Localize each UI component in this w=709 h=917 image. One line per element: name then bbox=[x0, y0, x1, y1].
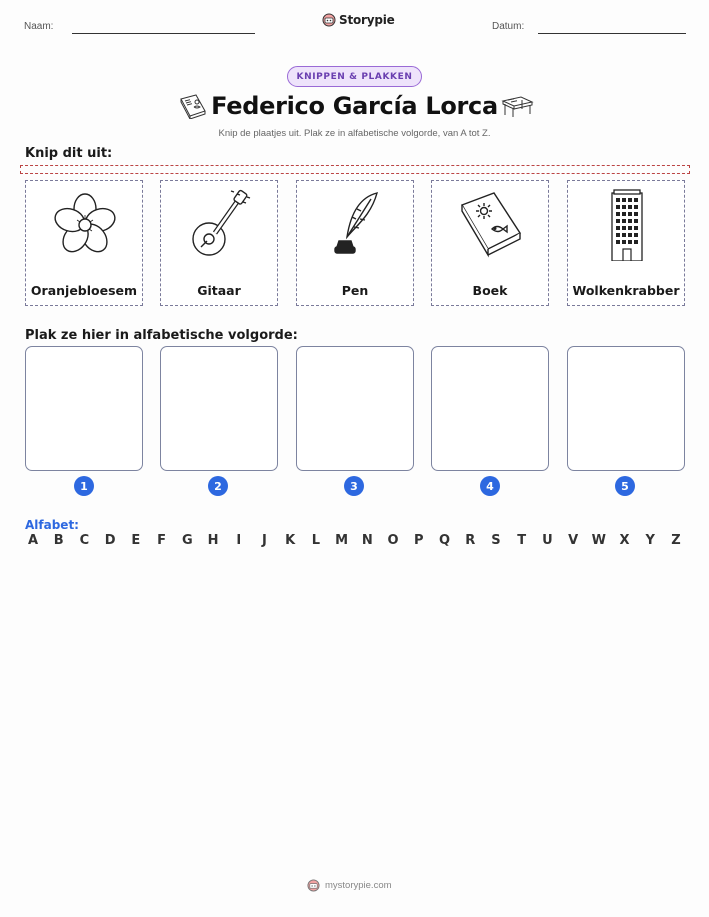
slot-number-2: 2 bbox=[208, 476, 228, 496]
date-label: Datum: bbox=[492, 21, 525, 32]
paste-slot-1[interactable] bbox=[25, 346, 143, 471]
card-label: Pen bbox=[341, 283, 369, 298]
card-label: Wolkenkrabber bbox=[572, 283, 680, 298]
guitar-icon bbox=[185, 189, 255, 261]
alphabet-letter: U bbox=[542, 533, 553, 548]
skyscraper-icon bbox=[592, 189, 662, 261]
slot-number-5: 5 bbox=[615, 476, 635, 496]
footer-url[interactable]: mystorypie.com bbox=[325, 880, 392, 891]
date-line bbox=[538, 33, 686, 34]
storypie-logo-icon bbox=[307, 879, 320, 892]
cut-card-book[interactable] bbox=[431, 180, 549, 306]
activity-badge: KNIPPEN & PLAKKEN bbox=[287, 66, 422, 87]
alphabet-letter: R bbox=[465, 533, 476, 548]
alphabet-letter: W bbox=[591, 533, 606, 548]
alphabet-label: Alfabet: bbox=[25, 518, 79, 532]
cut-card-flower[interactable] bbox=[25, 180, 143, 306]
desk-icon bbox=[500, 94, 534, 118]
cut-card-pen[interactable] bbox=[296, 180, 414, 306]
alphabet-letter: K bbox=[285, 533, 296, 548]
alphabet-letter: Y bbox=[645, 533, 655, 548]
alphabet-letter: F bbox=[157, 533, 167, 548]
alphabet-letter: C bbox=[79, 533, 90, 548]
book-icon bbox=[456, 189, 526, 261]
brand-name: Storypie bbox=[339, 13, 395, 27]
slot-number-3: 3 bbox=[344, 476, 364, 496]
page-title: Federico García Lorca bbox=[211, 92, 498, 120]
card-label: Gitaar bbox=[197, 283, 241, 298]
alphabet-letter: O bbox=[387, 533, 399, 548]
alphabet-letter: E bbox=[131, 533, 141, 548]
flower-icon bbox=[50, 189, 120, 261]
alphabet-letter: M bbox=[335, 533, 349, 548]
alphabet-letter: X bbox=[619, 533, 630, 548]
paste-slot-3[interactable] bbox=[296, 346, 414, 471]
paste-slot-5[interactable] bbox=[567, 346, 685, 471]
footer bbox=[307, 879, 392, 892]
alphabet-letter: Q bbox=[438, 533, 451, 548]
alphabet-row bbox=[25, 533, 684, 548]
alphabet-letter: P bbox=[414, 533, 424, 548]
alphabet-letter: A bbox=[27, 533, 39, 548]
card-label: Boek bbox=[472, 283, 508, 298]
quill-pen-icon bbox=[321, 189, 391, 261]
alphabet-letter: G bbox=[181, 533, 193, 548]
card-label: Oranjebloesem bbox=[30, 283, 138, 298]
alphabet-letter: Z bbox=[671, 533, 681, 548]
alphabet-letter: I bbox=[236, 533, 242, 548]
alphabet-letter: T bbox=[517, 533, 527, 548]
paste-slot-4[interactable] bbox=[431, 346, 549, 471]
paste-section-label: Plak ze hier in alfabetische volgorde: bbox=[25, 328, 298, 343]
cut-card-skyscraper[interactable] bbox=[567, 180, 685, 306]
storypie-logo-icon bbox=[322, 13, 336, 27]
alphabet-letter: L bbox=[311, 533, 321, 548]
alphabet-letter: J bbox=[262, 533, 267, 548]
cut-line bbox=[20, 165, 690, 174]
name-line bbox=[72, 33, 255, 34]
cut-card-guitar[interactable] bbox=[160, 180, 278, 306]
slot-number-1: 1 bbox=[74, 476, 94, 496]
paste-slot-2[interactable] bbox=[160, 346, 278, 471]
alphabet-letter: D bbox=[104, 533, 116, 548]
alphabet-letter: N bbox=[361, 533, 373, 548]
slot-number-4: 4 bbox=[480, 476, 500, 496]
cut-section-label: Knip dit uit: bbox=[25, 146, 113, 161]
name-label: Naam: bbox=[24, 21, 54, 32]
alphabet-letter: V bbox=[568, 533, 579, 548]
brand-logo bbox=[322, 13, 395, 27]
alphabet-letter: S bbox=[491, 533, 501, 548]
alphabet-letter: B bbox=[53, 533, 64, 548]
instructions: Knip de plaatjes uit. Plak ze in alfabetische volgorde, van A tot Z. bbox=[218, 128, 491, 139]
alphabet-letter: H bbox=[207, 533, 219, 548]
